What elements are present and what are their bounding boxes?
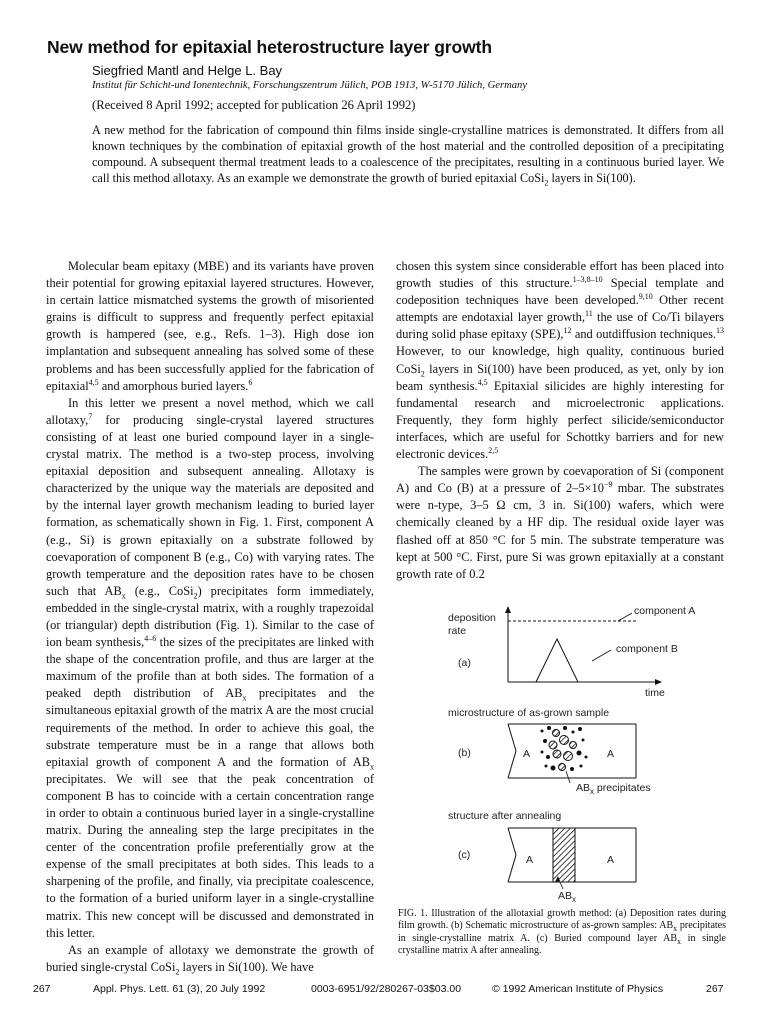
abstract: A new method for the fabrication of compound thin films inside single-crystalline matrices is demonstrated. It differs from all known techniques by the combination of epitaxial growth of the host material and the controlled deposition of a precipitating compound. A subsequent thermal treatment leads to a coalescence of the precipitates, resulting in a continuous buried layer. We call this method allotaxy. As an example we demonstrate the growth of buried epitaxial CoSi$_2$ layers in Si(100). — [92, 123, 724, 188]
received-date: (Received 8 April 1992; accepted for publication 26 April 1992) — [92, 98, 416, 112]
component-b-rate-peak — [536, 639, 578, 682]
body-column-left — [46, 258, 374, 976]
copyright: © 1992 American Institute of Physics — [492, 983, 664, 995]
authors: Siegfried Mantl and Helge L. Bay — [92, 63, 283, 78]
article-code: 0003-6951/92/280267-03$03.00 — [311, 983, 462, 995]
buried-layer — [553, 828, 575, 882]
component-b-label: component B — [616, 643, 678, 655]
buried-layer-label: $AB_x$ — [558, 890, 577, 904]
figure-caption: FIG. 1. Illustration of the allotaxial growth method: (a) Deposition rates during film growth. (b) Schematic microstructure of as-grown samples: $AB_x$ precipitates in single-crystalline matrix A. (c) Buried compound layer $AB_x$ in single crystalline matrix A after annealing. — [398, 908, 726, 957]
y-axis-label-line1: deposition — [448, 612, 496, 624]
matrix-a-label-right-c: A — [607, 854, 615, 866]
sample-b-broken-edge — [508, 724, 516, 778]
figure-1-diagram — [396, 606, 724, 906]
x-axis-label: time — [645, 687, 665, 699]
paragraph: Molecular beam epitaxy (MBE) and its variants have proven their potential for growing epitaxial layered structures. However, in certain lattice mismatched systems the growth of misoriented grains is difficult to suppress and frequently perfect epitaxial growth is hampered (see, e.g., Refs. 1–3). High dose ion implantation and subsequent annealing has solved some of these problems and has been successfully applied for the fabrication of epitaxial$^{4,5}$ and amorphous buried layers.$^6$ — [46, 259, 374, 393]
component-a-label: component A — [634, 606, 696, 617]
matrix-a-label-left: A — [523, 748, 531, 760]
page-footer — [0, 983, 769, 999]
figure-1 — [396, 606, 724, 906]
precipitates-label: $AB_x$ precipitates — [576, 782, 651, 796]
matrix-a-label-left-c: A — [526, 854, 534, 866]
page-number-right: 267 — [706, 983, 724, 995]
paragraph: The samples were grown by coevaporation of Si (component A) and Co (B) at a pressure of $2-5\times 10^{-9}$ mbar. The substrates were n-type, 3–5 Ω cm, 3 in. Si(100) wafers, which were chemically cleaned by a HF dip. The residual oxide layer was flashed off at 850 °C for 5 min. The substrate temperature was kept at 500 °C. First, pure Si was grown epitaxially at a constant growth rate of 0.2 — [396, 464, 724, 581]
affiliation: Institut für Schicht-und Ionentechnik, Forschungszentrum Jülich, POB 1913, W-5170 Jülich, Germany — [92, 80, 528, 91]
journal-citation: Appl. Phys. Lett. 61 (3), 20 July 1992 — [93, 983, 266, 995]
y-axis-label-line2: rate — [448, 625, 467, 637]
matrix-a-label-right: A — [607, 748, 615, 760]
panel-b-heading: microstructure of as-grown sample — [448, 707, 610, 719]
panel-c-heading: structure after annealing — [448, 810, 562, 822]
panel-c-label: (c) — [458, 849, 471, 861]
paragraph: In this letter we present a novel method, which we call allotaxy,$^7$ for producing single-crystal layered structures consisting of at least one buried compound layer in a single-crystal matrix. The method is a two-step process, involving epitaxial deposition and subsequent annealing. Allotaxy is characterized by the unique way the materials are deposited and by the internal layer growth mechanism leading to buried layer formation, as schematically shown in Fig. 1. First, component A (e.g., Si) is grown epitaxially on a substrate followed by coevaporation of component B (e.g., Co) with varying rates. The growth temperature and the deposition rates have to be chosen such that $AB_x$ (e.g., CoSi$_2$) precipitates form immediately, embedded in the single-crystal matrix, with a roughly trapezoidal (or triangular) depth distribution (Fig. 1). Similar to the case of ion beam synthesis,$^{4-6}$ the sizes of the precipitates are linked with the shape of the concentration profile, and thus are larger at the maximum of the profile than at both sides. The formation of a peaked depth distribution of $AB_x$ precipitates and the simultaneous epitaxial growth of the matrix A are the most crucial requirements of the method. In order to achieve this goal, the substrate temperature must be in a range that allows both epitaxial growth of component A and the formation of $AB_x$ precipitates. We will see that the peak concentration of component B has to coincide with a certain concentration range in order to obtain a continuous buried layer in a single-crystalline matrix. During the annealing step the large precipitates in the center of the concentration profile preferentially grow at the expense of the small precipitates at both sides. This leads to a sharpening of the profile, and finally, via precipitate coalescence, to the formation of a buried uniform layer in a single-crystalline matrix. This new concept will be discussed and demonstrated in this letter. — [46, 395, 374, 940]
paper-title: New method for epitaxial heterostructure layer growth — [47, 37, 492, 57]
sample-c-broken-edge — [508, 828, 516, 882]
paragraph: As an example of allotaxy we demonstrate the growth of buried single-crystal CoSi$_2$ layers in Si(100). We have — [46, 942, 374, 977]
paragraph: chosen this system since considerable effort has been placed into growth studies of this structure.$^{1-3,8-10}$ Special template and codeposition techniques have been developed.$^{9,10}$ Other recent attempts are endotaxial layer growth,$^{11}$ the use of Co/Ti bilayers during solid phase epitaxy (SPE),$^{12}$ and outdiffusion techniques.$^{13}$ However, to our knowledge, high quality, continuous buried CoSi$_2$ layers in Si(100) have been produced, as yet, only by ion beam synthesis.$^{4,5}$ Epitaxial silicides are highly interesting for fundamental research and microelectronic applications. Frequently, they form highly perfect silicide/semiconductor interfaces, which are useful for Schottky barriers and for new electronic devices.$^{2,5}$ — [396, 259, 725, 462]
component-b-pointer — [592, 650, 611, 661]
precipitates — [541, 726, 588, 771]
y-axis-arrow — [505, 606, 511, 613]
x-axis-arrow — [655, 679, 662, 685]
panel-b-label: (b) — [458, 747, 471, 759]
panel-a-label: (a) — [458, 657, 471, 669]
precipitates-pointer — [566, 771, 570, 783]
page-number-left: 267 — [33, 983, 51, 995]
component-a-pointer — [618, 613, 632, 621]
body-column-right — [396, 258, 724, 583]
